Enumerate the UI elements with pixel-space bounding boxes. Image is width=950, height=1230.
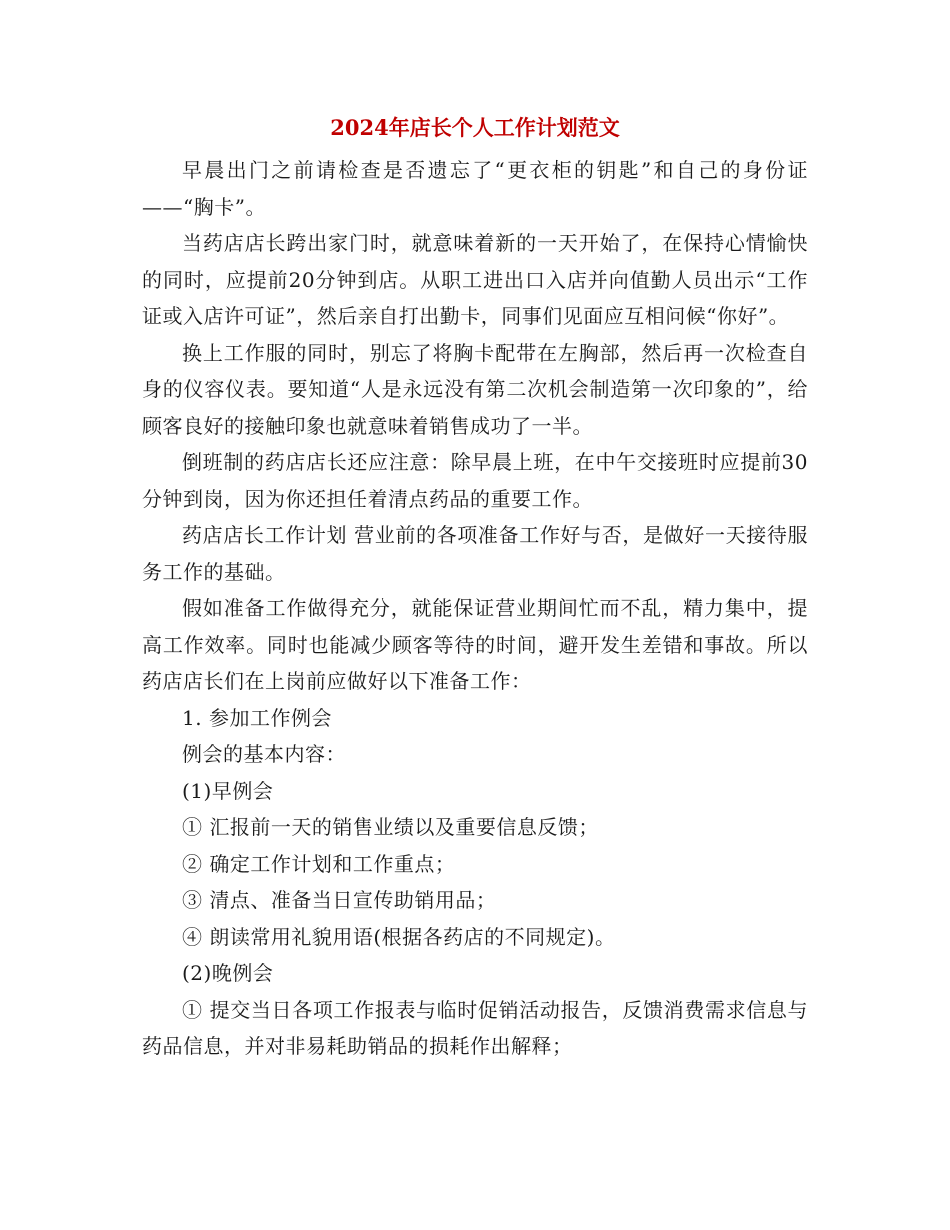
- paragraph-4: 倒班制的药店店长还应注意：除早晨上班，在中午交接班时应提前30分钟到岗，因为你还担任着清点药品的重要工作。: [142, 450, 808, 511]
- paragraph-2: 当药店店长跨出家门时，就意味着新的一天开始了，在保持心情愉快的同时，应提前20分钟到店。从职工进出口入店并向值勤人员出示“工作证或入店许可证”，然后亲自打出勤卡，同事们见面应互相问候“你好”。: [142, 231, 808, 328]
- paragraph-1: 早晨出门之前请检查是否遗忘了“更衣柜的钥匙”和自己的身份证——“胸卡”。: [142, 158, 808, 219]
- morning-meeting-heading: (1)早例会: [182, 778, 274, 803]
- evening-meeting-heading: (2)晚例会: [182, 961, 274, 985]
- evening-item-1: ① 提交当日各项工作报表与临时促销活动报告，反馈消费需求信息与药品信息，并对非易耗助销品的损耗作出解释；: [142, 997, 808, 1058]
- paragraph-3: 换上工作服的同时，别忘了将胸卡配带在左胸部，然后再一次检查自身的仪容仪表。要知道“人是永远没有第二次机会制造第一次印象的”，给顾客良好的接触印象也就意味着销售成功了一半。: [142, 340, 808, 438]
- morning-item-2: ② 确定工作计划和工作重点；: [182, 851, 456, 876]
- document-title: 2024年店长个人工作计划范文: [330, 115, 620, 140]
- morning-item-1: ① 汇报前一天的销售业绩以及重要信息反馈；: [182, 815, 599, 839]
- meeting-content-label: 例会的基本内容：: [182, 742, 346, 766]
- paragraph-5: 药店店长工作计划 营业前的各项准备工作好与否，是做好一天接待服务工作的基础。: [142, 523, 808, 584]
- list-heading-meeting: 1. 参加工作例会: [182, 705, 332, 730]
- paragraph-6: 假如准备工作做得充分，就能保证营业期间忙而不乱，精力集中，提高工作效率。同时也能减少顾客等待的时间，避开发生差错和事故。所以药店店长们在上岗前应做好以下准备工作：: [142, 596, 808, 693]
- morning-item-3: ③ 清点、准备当日宣传助销用品；: [182, 888, 497, 912]
- morning-item-4: ④ 朗读常用礼貌用语(根据各药店的不同规定)。: [182, 924, 616, 949]
